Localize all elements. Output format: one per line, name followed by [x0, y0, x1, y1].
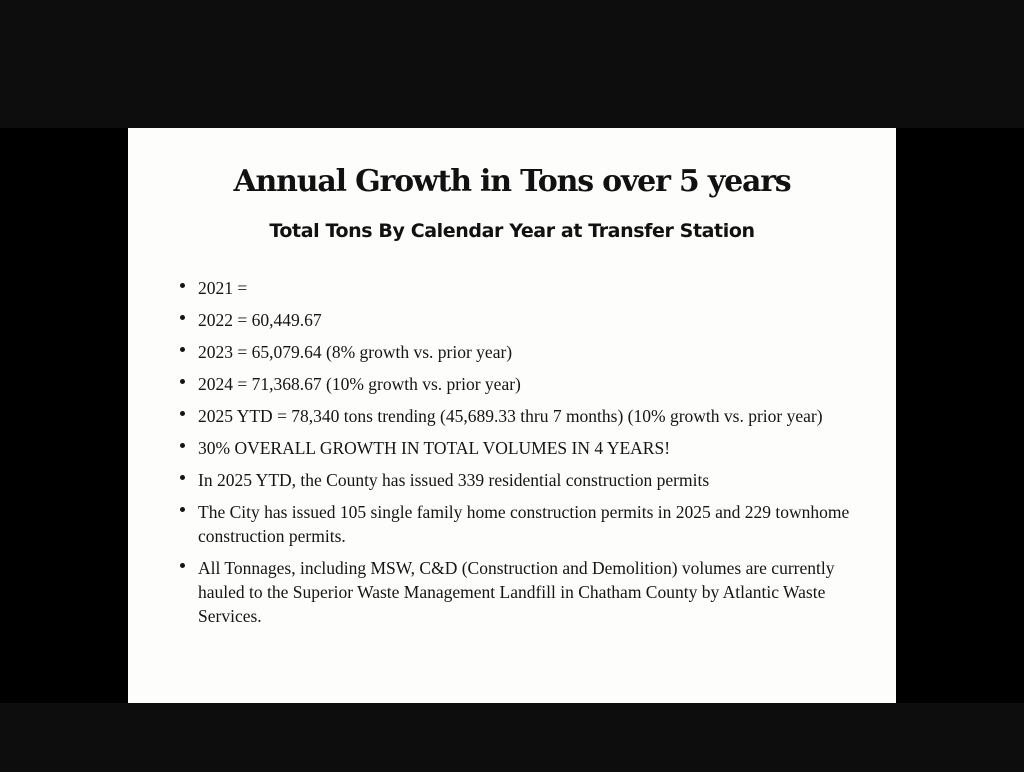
presentation-slide — [128, 128, 896, 703]
bullet-item-2024 — [180, 372, 860, 396]
bullet-text: 2024 = 71,368.67 (10% growth vs. prior year) — [198, 374, 521, 394]
bullet-item-2022 — [180, 308, 860, 332]
bullet-dot-icon — [180, 315, 185, 320]
slide-title: Annual Growth in Tons over 5 years — [233, 164, 791, 199]
bullet-text: All Tonnages, including MSW, C&D (Construction and Demolition) volumes are currently hauled to the Superior Waste Management Landfill in Chatham County by Atlantic Waste Services. — [198, 558, 835, 626]
bullet-list — [180, 276, 860, 636]
bullet-dot-icon — [180, 443, 185, 448]
top-letterbox — [0, 0, 1024, 128]
slide-subtitle: Total Tons By Calendar Year at Transfer Station — [269, 220, 755, 242]
bullet-dot-icon — [180, 347, 185, 352]
bullet-dot-icon — [180, 475, 185, 480]
bullet-dot-icon — [180, 563, 185, 568]
bullet-dot-icon — [180, 379, 185, 384]
bullet-item-2021 — [180, 276, 860, 300]
bullet-item-county-permits — [180, 468, 860, 492]
bullet-text: 2023 = 65,079.64 (8% growth vs. prior year) — [198, 342, 513, 362]
bullet-text: The City has issued 105 single family home construction permits in 2025 and 229 townhome construction permits. — [198, 502, 850, 546]
bullet-dot-icon — [180, 507, 185, 512]
bullet-text: 2025 YTD = 78,340 tons trending (45,689.33 thru 7 months) (10% growth vs. prior year) — [198, 406, 823, 426]
bullet-item-2025-ytd — [180, 404, 860, 428]
bullet-dot-icon — [180, 411, 185, 416]
bullet-item-tonnages — [180, 556, 860, 628]
bullet-text: In 2025 YTD, the County has issued 339 residential construction permits — [198, 470, 710, 490]
bullet-item-overall-growth — [180, 436, 860, 460]
bullet-item-2023 — [180, 340, 860, 364]
bullet-text: 2022 = 60,449.67 — [198, 310, 322, 330]
bullet-dot-icon — [180, 283, 185, 288]
bullet-item-city-permits — [180, 500, 860, 548]
bottom-letterbox — [0, 703, 1024, 772]
bullet-text: 2021 = — [198, 278, 248, 298]
bullet-text: 30% OVERALL GROWTH IN TOTAL VOLUMES IN 4 YEARS! — [198, 438, 671, 458]
